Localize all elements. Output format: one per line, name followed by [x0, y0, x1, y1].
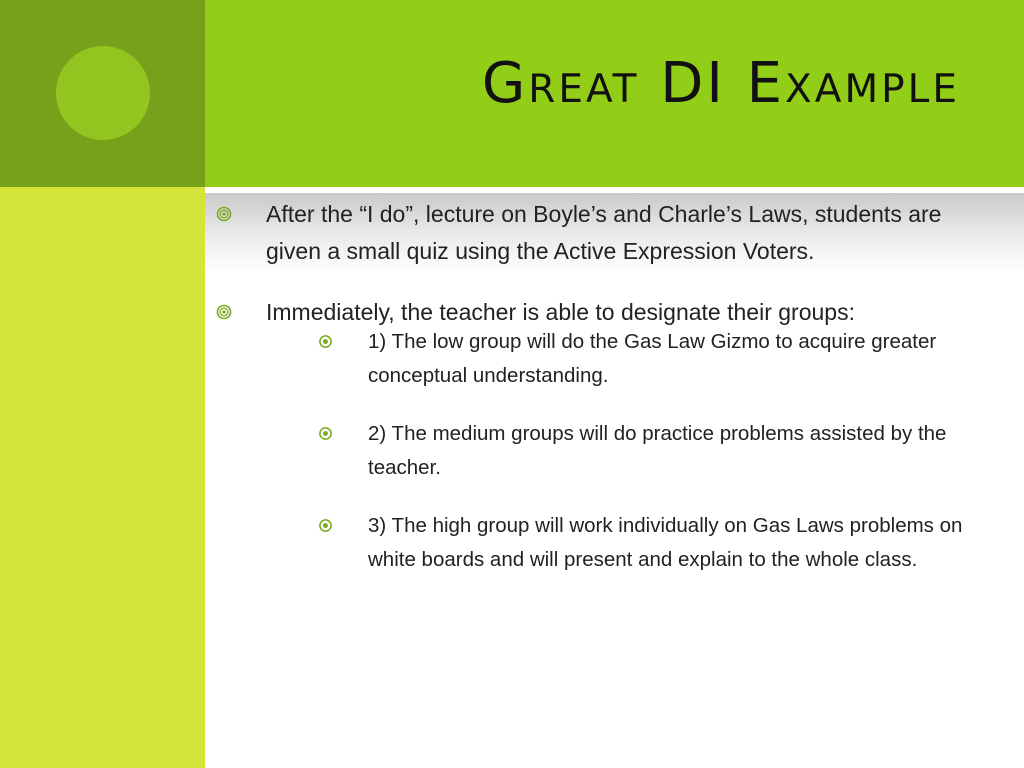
decorative-circle	[56, 46, 150, 140]
sub-bullet-item	[266, 325, 976, 393]
corner-block	[0, 0, 205, 187]
left-sidebar-band	[0, 187, 205, 768]
dot-circle-bullet-icon	[318, 426, 333, 441]
bullet-text: Immediately, the teacher is able to designate their groups:	[266, 299, 855, 325]
sub-bullet-item	[266, 509, 976, 577]
concentric-circle-bullet-icon	[216, 304, 232, 320]
bullet-item	[216, 294, 976, 577]
sub-bullet-item	[266, 417, 976, 485]
sub-bullet-text: 3) The high group will work individually on Gas Laws problems on white boards and will present and explain to the whole class.	[368, 514, 963, 571]
bullet-text: After the “I do”, lecture on Boyle’s and Charle’s Laws, students are given a small quiz using the Active Expression Voters.	[266, 201, 942, 264]
sub-bullet-list	[266, 325, 976, 577]
dot-circle-bullet-icon	[318, 334, 333, 349]
bullet-list	[216, 196, 976, 601]
bullet-item	[216, 196, 976, 270]
dot-circle-bullet-icon	[318, 518, 333, 533]
slide-title: Great DI Example	[481, 51, 960, 116]
concentric-circle-bullet-icon	[216, 206, 232, 222]
sub-bullet-text: 2) The medium groups will do practice problems assisted by the teacher.	[368, 422, 947, 479]
sub-bullet-text: 1) The low group will do the Gas Law Gizmo to acquire greater conceptual understanding.	[368, 330, 937, 387]
